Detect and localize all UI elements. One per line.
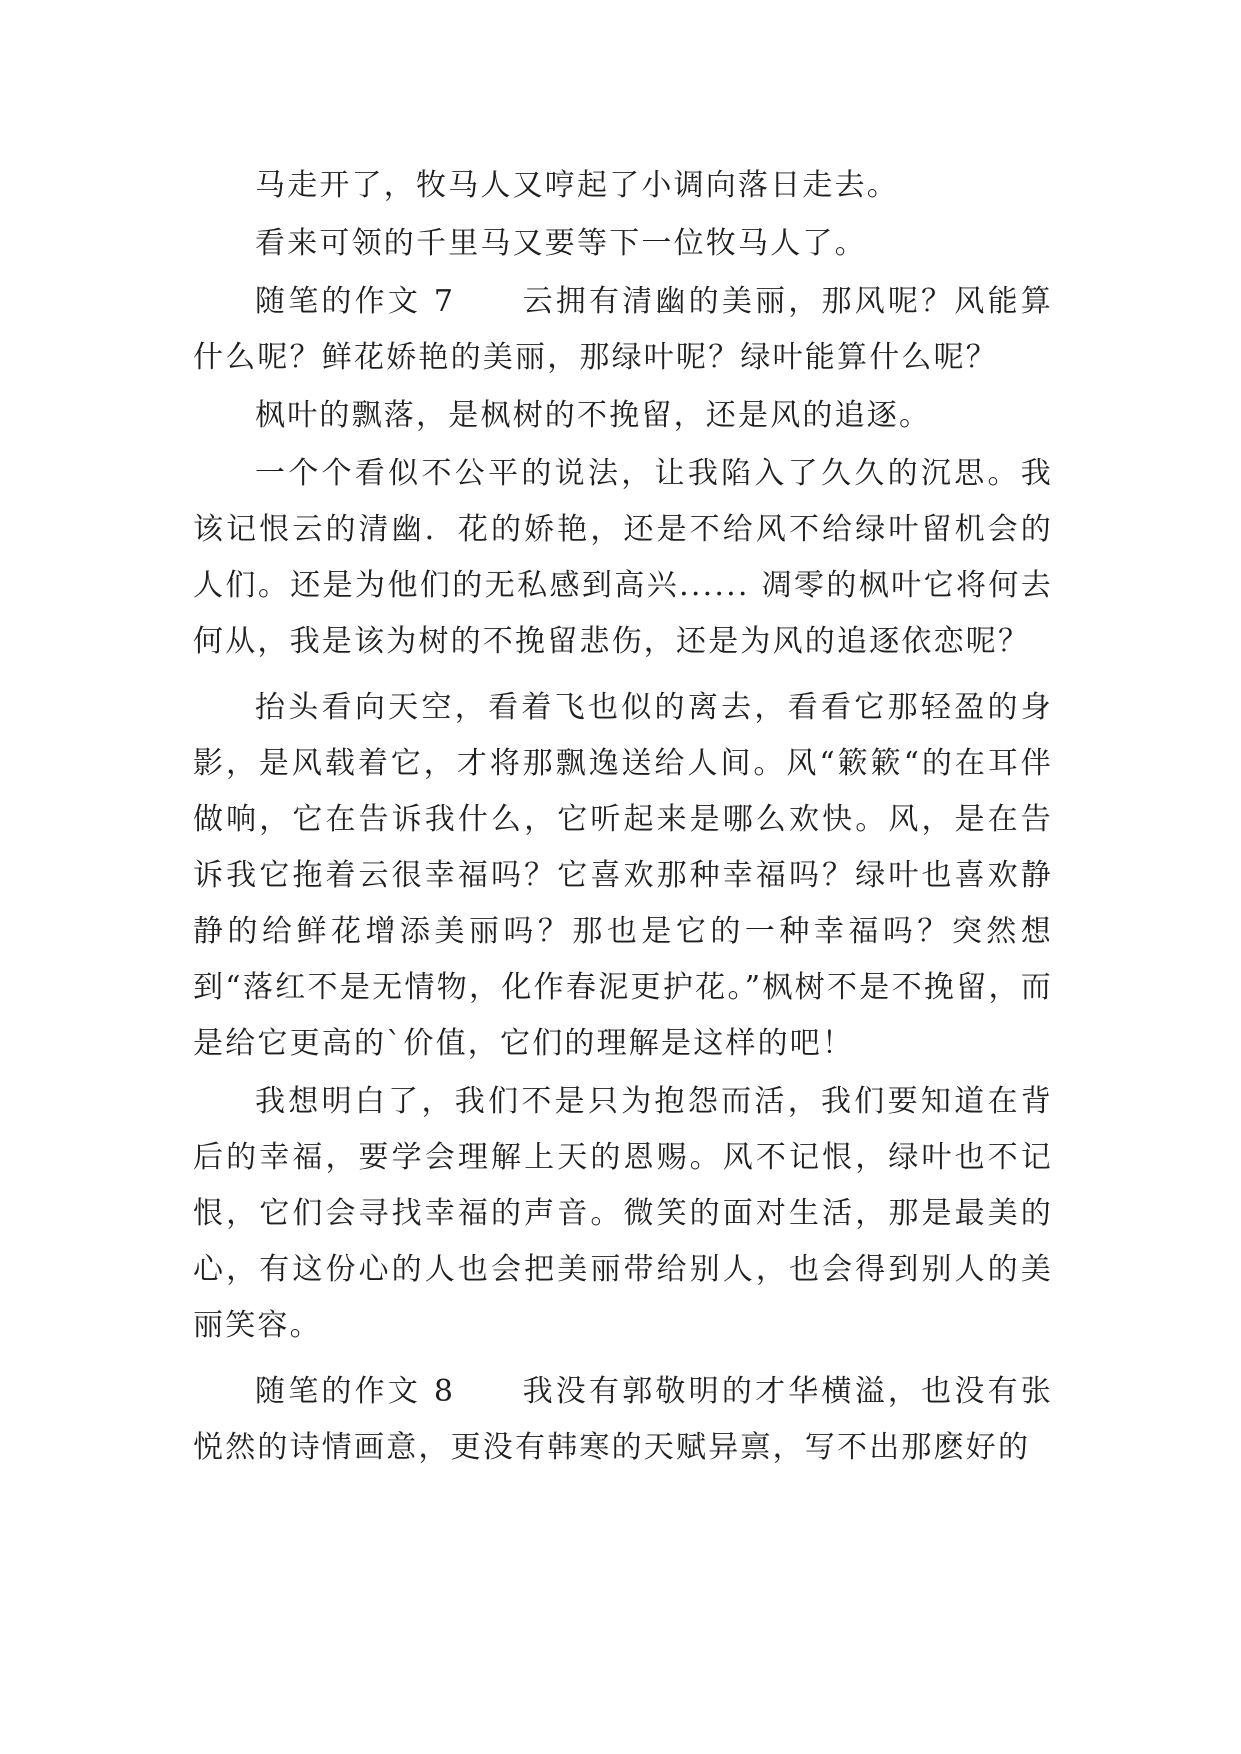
paragraph-unfair-sayings: 一个个看似不公平的说法，让我陷入了久久的沉思。我该记恨云的清幽．花的娇艳，还是不给风不给绿叶留机会的人们。还是为他们的无私感到高兴...... 凋零的枫叶它将何去何从，我是该为树的不挽留悲伤，还是为风的追逐依恋呢？ [193,456,1053,659]
paragraph-wait-herdsman: 看来可领的千里马又要等下一位牧马人了。 [255,226,867,261]
paragraph-look-at-sky: 抬头看向天空，看着飞也似的离去，看看它那轻盈的身影，是风载着它，才将那飘逸送给人间。风“簌簌“的在耳伴做响，它在告诉我什么，它听起来是哪么欢快。风，是在告诉我它拖着云很幸福吗？它喜欢那种幸福吗？绿叶也喜欢静静的给鲜花增添美丽吗？那也是它的一种幸福吗？突然想到“落红不是无情物，化作春泥更护花。”枫树不是不挽留，而是给它更高的`价值，它们的理解是这样的吧！ [193,690,1053,1061]
paragraph-horse-leaves: 马走开了，牧马人又哼起了小调向落日走去。 [255,168,899,203]
paragraph-understand: 我想明白了，我们不是只为抱怨而活，我们要知道在背后的幸福，要学会理解上天的恩赐。风不记恨，绿叶也不记恨，它们会寻找幸福的声音。微笑的面对生活，那是最美的心，有这份心的人也会把美丽带给别人，也会得到别人的美丽笑容。 [193,1084,1053,1343]
paragraph-essay-7-intro: 随笔的作文 7 云拥有清幽的美丽，那风呢？风能算什么呢？鲜花娇艳的美丽，那绿叶呢？绿叶能算什么呢？ [193,284,1053,375]
paragraph-essay-8-intro: 随笔的作文 8 我没有郭敬明的才华横溢，也没有张悦然的诗情画意，更没有韩寒的天赋异禀，写不出那麽好的 [193,1374,1053,1465]
paragraph-maple-falling: 枫叶的飘落，是枫树的不挽留，还是风的追逐。 [255,398,932,433]
document-body [193,158,1053,1478]
